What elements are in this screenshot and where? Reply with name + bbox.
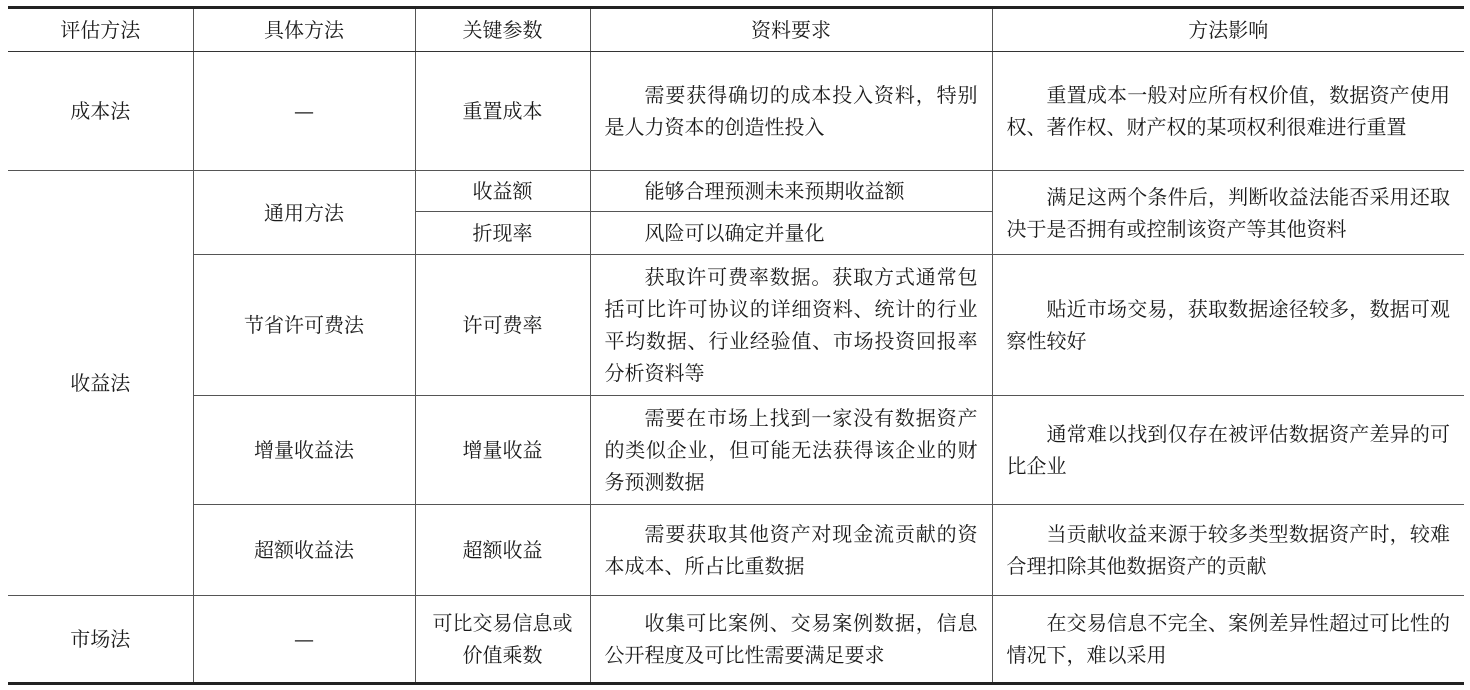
table-row-income-license [8,255,1464,396]
cell-param-excess: 超额收益 [415,505,590,596]
cell-requirement-incremental: 需要在市场上找到一家没有数据资产的类似企业，但可能无法获得该企业的财务预测数据 [590,396,992,505]
cell-param-income-amount: 收益额 [415,171,590,212]
header-specific-method: 具体方法 [193,8,415,52]
cell-param-incremental: 增量收益 [415,396,590,505]
cell-requirement-excess: 需要获取其他资产对现金流贡献的资本成本、所占比重数据 [590,505,992,596]
cell-param-market: 可比交易信息或价值乘数 [415,596,590,684]
cell-impact-market: 在交易信息不完全、案例差异性超过可比性的情况下，难以采用 [992,596,1464,684]
header-data-requirement: 资料要求 [590,8,992,52]
cell-method-income: 收益法 [8,171,193,596]
valuation-methods-table [8,6,1464,685]
cell-impact-license: 贴近市场交易，获取数据途径较多，数据可观察性较好 [992,255,1464,396]
cell-requirement-discount-rate: 风险可以确定并量化 [590,212,992,255]
table-row-market [8,596,1464,684]
cell-param-license: 许可费率 [415,255,590,396]
table-header-row [8,8,1464,52]
cell-specific-cost: — [193,52,415,171]
cell-param-cost: 重置成本 [415,52,590,171]
header-method-impact: 方法影响 [992,8,1464,52]
header-key-parameter: 关键参数 [415,8,590,52]
cell-method-cost: 成本法 [8,52,193,171]
cell-impact-incremental: 通常难以找到仅存在被评估数据资产差异的可比企业 [992,396,1464,505]
cell-impact-general: 满足这两个条件后，判断收益法能否采用还取决于是否拥有或控制该资产等其他资料 [992,171,1464,255]
table-row-income-incremental [8,396,1464,505]
cell-specific-general: 通用方法 [193,171,415,255]
valuation-methods-table-container [8,6,1464,685]
table-row-income-general-1 [8,171,1464,212]
cell-impact-cost: 重置成本一般对应所有权价值，数据资产使用权、著作权、财产权的某项权利很难进行重置 [992,52,1464,171]
cell-specific-market: — [193,596,415,684]
cell-requirement-cost: 需要获得确切的成本投入资料，特别是人力资本的创造性投入 [590,52,992,171]
cell-method-market: 市场法 [8,596,193,684]
table-row-income-excess [8,505,1464,596]
cell-requirement-license: 获取许可费率数据。获取方式通常包括可比许可协议的详细资料、统计的行业平均数据、行业经验值、市场投资回报率分析资料等 [590,255,992,396]
cell-specific-incremental: 增量收益法 [193,396,415,505]
cell-param-discount-rate: 折现率 [415,212,590,255]
cell-requirement-market: 收集可比案例、交易案例数据，信息公开程度及可比性需要满足要求 [590,596,992,684]
cell-specific-license: 节省许可费法 [193,255,415,396]
table-row-cost [8,52,1464,171]
header-valuation-method: 评估方法 [8,8,193,52]
cell-impact-excess: 当贡献收益来源于较多类型数据资产时，较难合理扣除其他数据资产的贡献 [992,505,1464,596]
cell-specific-excess: 超额收益法 [193,505,415,596]
cell-requirement-income-amount: 能够合理预测未来预期收益额 [590,171,992,212]
